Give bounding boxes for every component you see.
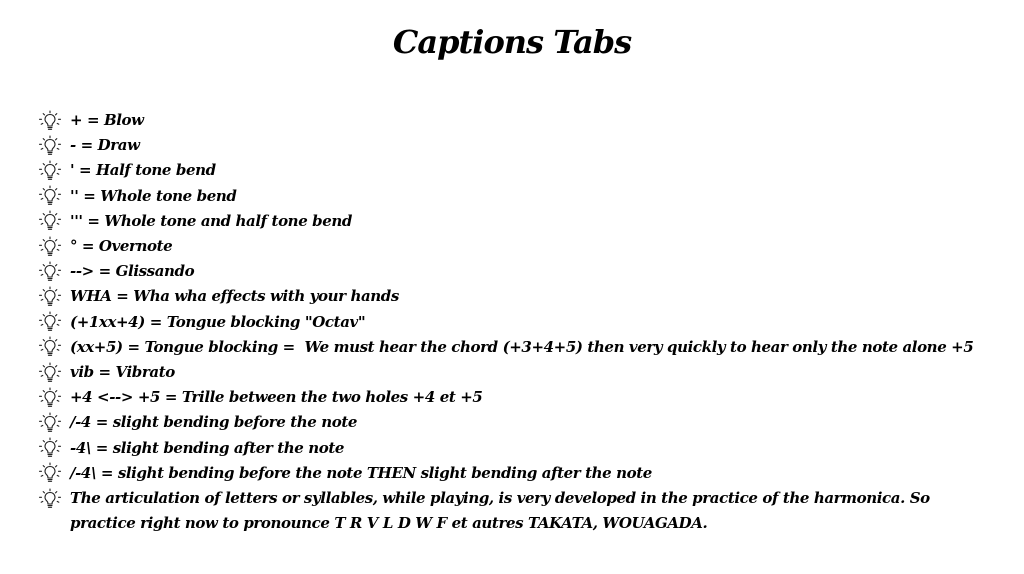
- list-item-text: ° = Overnote: [70, 237, 173, 256]
- list-item-text: -4\ = slight bending after the note: [70, 438, 345, 457]
- lightbulb-icon: [38, 335, 70, 360]
- list-item: [38, 108, 998, 133]
- list-item-text: /-4 = slight bending before the note: [70, 413, 358, 432]
- list-item: [38, 209, 998, 234]
- lightbulb-icon: [38, 436, 70, 461]
- lightbulb-icon: [38, 234, 70, 259]
- captions-list: [38, 108, 998, 536]
- list-item: [38, 486, 998, 536]
- lightbulb-icon: [38, 184, 70, 209]
- list-item: [38, 335, 998, 360]
- list-item-text: - = Draw: [70, 136, 140, 155]
- list-item-text: (xx+5) = Tongue blocking = We must hear the chord (+3+4+5) then very quickly to hear only the note alone +5: [70, 337, 974, 356]
- list-item: [38, 410, 998, 435]
- list-item-text: '' = Whole tone bend: [70, 186, 237, 205]
- list-item: [38, 158, 998, 183]
- list-item: [38, 436, 998, 461]
- lightbulb-icon: [38, 209, 70, 234]
- list-item-text: +4 <--> +5 = Trille between the two holes +4 et +5: [70, 388, 483, 407]
- list-item-text: vib = Vibrato: [70, 363, 175, 382]
- list-item: [38, 133, 998, 158]
- list-item-text: --> = Glissando: [70, 262, 195, 281]
- list-item-text: WHA = Wha wha effects with your hands: [70, 287, 399, 306]
- list-item-text: The articulation of letters or syllables, while playing, is very developed in the practice of the harmonica. So practice right now to pronounce T R V L D W F et autres TAKATA, WOUAGADA.: [70, 489, 935, 533]
- list-item-text: + = Blow: [70, 111, 144, 129]
- lightbulb-icon: [38, 133, 70, 158]
- lightbulb-icon: [38, 310, 70, 335]
- lightbulb-icon: [38, 158, 70, 183]
- lightbulb-icon: [38, 385, 70, 410]
- list-item-text: ' = Half tone bend: [70, 161, 216, 180]
- list-item: [38, 259, 998, 284]
- list-item: [38, 284, 998, 309]
- lightbulb-icon: [38, 108, 70, 133]
- lightbulb-icon: [38, 486, 70, 511]
- list-item: [38, 385, 998, 410]
- lightbulb-icon: [38, 360, 70, 385]
- lightbulb-icon: [38, 461, 70, 486]
- lightbulb-icon: [38, 410, 70, 435]
- list-item: [38, 360, 998, 385]
- list-item: [38, 310, 998, 335]
- lightbulb-icon: [38, 259, 70, 284]
- list-item-text: ''' = Whole tone and half tone bend: [70, 211, 352, 230]
- list-item: [38, 234, 998, 259]
- list-item-text: /-4\ = slight bending before the note THEN slight bending after the note: [70, 463, 652, 482]
- lightbulb-icon: [38, 284, 70, 309]
- list-item-text: (+1xx+4) = Tongue blocking "Octav": [70, 312, 366, 331]
- list-item: [38, 184, 998, 209]
- page-title: Captions Tabs: [392, 23, 632, 61]
- list-item: [38, 461, 998, 486]
